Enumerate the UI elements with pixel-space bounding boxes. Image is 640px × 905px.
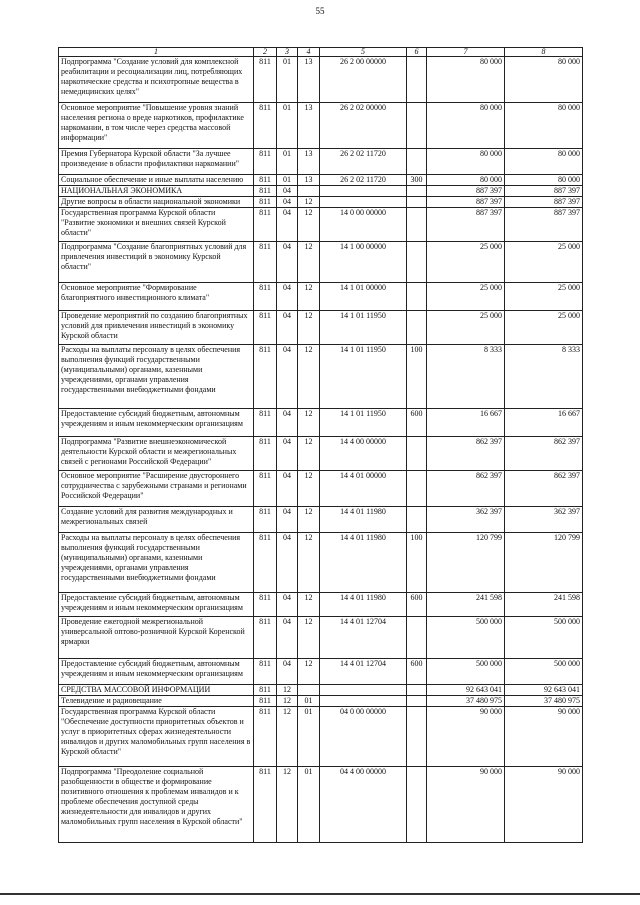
header-cell: 1 (59, 48, 254, 57)
table-row (59, 437, 583, 471)
row-name: Предоставление субсидий бюджетным, автономным учреждениям и иным некоммерческим организациям (59, 593, 254, 617)
row-expense-type (407, 471, 427, 507)
row-subsection-code: 12 (298, 197, 320, 208)
row-section-code: 04 (277, 617, 298, 659)
row-section-code: 04 (277, 345, 298, 409)
table-row (59, 103, 583, 149)
table-row (59, 659, 583, 685)
row-subsection-code: 01 (298, 767, 320, 843)
row-target-article: 14 1 01 11950 (320, 311, 407, 345)
row-section-code: 04 (277, 409, 298, 437)
table-row (59, 283, 583, 311)
row-name: Государственная программа Курской области "Развитие экономики и внешних связей Курской области" (59, 208, 254, 242)
row-ved-code: 811 (254, 471, 277, 507)
row-sum-year2: 8 333 (505, 345, 583, 409)
row-subsection-code (298, 685, 320, 696)
row-sum-year2: 80 000 (505, 175, 583, 186)
row-target-article (320, 197, 407, 208)
row-name: Основное мероприятие "Расширение двустороннего сотрудничества с зарубежными странами и регионами Российской Федерации" (59, 471, 254, 507)
row-expense-type (407, 242, 427, 283)
row-expense-type (407, 707, 427, 767)
row-ved-code: 811 (254, 696, 277, 707)
row-target-article: 04 0 00 00000 (320, 707, 407, 767)
row-ved-code: 811 (254, 507, 277, 533)
row-target-article: 14 4 01 00000 (320, 471, 407, 507)
row-ved-code: 811 (254, 593, 277, 617)
table-row (59, 149, 583, 175)
row-sum-year1: 8 333 (427, 345, 505, 409)
row-target-article: 14 4 00 00000 (320, 437, 407, 471)
row-sum-year2: 120 799 (505, 533, 583, 593)
row-subsection-code: 12 (298, 242, 320, 283)
row-name: Подпрограмма "Преодоление социальной разобщенности в обществе и формирование позитивного отношения к проблемам инвалидов и к проблеме обеспечения доступной среды жизнедеятельности для инвалидов и других маломобильных групп населения в Курской области" (59, 767, 254, 843)
row-name: Премия Губернатора Курской области "За лучшее произведение в области профилактики наркомании" (59, 149, 254, 175)
row-sum-year2: 90 000 (505, 767, 583, 843)
row-sum-year1: 362 397 (427, 507, 505, 533)
row-ved-code: 811 (254, 617, 277, 659)
row-expense-type (407, 208, 427, 242)
row-sum-year2: 362 397 (505, 507, 583, 533)
row-subsection-code: 13 (298, 175, 320, 186)
row-sum-year2: 887 397 (505, 197, 583, 208)
row-target-article: 14 0 00 00000 (320, 208, 407, 242)
table-row (59, 471, 583, 507)
row-sum-year2: 25 000 (505, 283, 583, 311)
row-name: Расходы на выплаты персоналу в целях обеспечения выполнения функций государственными (муниципальными) органами, казенными учреждениями, органами управления государственными внебюджетными фондами (59, 533, 254, 593)
row-section-code: 04 (277, 471, 298, 507)
row-expense-type (407, 283, 427, 311)
row-sum-year1: 887 397 (427, 197, 505, 208)
row-section-code: 04 (277, 283, 298, 311)
row-sum-year1: 25 000 (427, 311, 505, 345)
row-expense-type: 600 (407, 659, 427, 685)
row-sum-year2: 500 000 (505, 659, 583, 685)
row-subsection-code: 12 (298, 507, 320, 533)
table-row (59, 186, 583, 197)
row-sum-year1: 16 667 (427, 409, 505, 437)
table-row (59, 197, 583, 208)
header-cell: 4 (298, 48, 320, 57)
table-row (59, 311, 583, 345)
row-name: Подпрограмма "Развитие внешнеэкономической деятельности Курской области и межрегиональных связей с регионами Российской Федерации" (59, 437, 254, 471)
row-sum-year1: 120 799 (427, 533, 505, 593)
row-sum-year1: 80 000 (427, 57, 505, 103)
row-section-code: 12 (277, 685, 298, 696)
row-ved-code: 811 (254, 283, 277, 311)
table-row (59, 242, 583, 283)
row-expense-type (407, 57, 427, 103)
row-name: Расходы на выплаты персоналу в целях обеспечения выполнения функций государственными (муниципальными) органами, казенными учреждениями, органами управления государственными внебюджетными фондами (59, 345, 254, 409)
table-row (59, 696, 583, 707)
row-section-code: 04 (277, 437, 298, 471)
row-name: Предоставление субсидий бюджетным, автономным учреждениям и иным некоммерческим организациям (59, 409, 254, 437)
row-sum-year1: 90 000 (427, 767, 505, 843)
row-name: Телевидение и радиовещание (59, 696, 254, 707)
row-section-code: 01 (277, 57, 298, 103)
row-sum-year2: 862 397 (505, 437, 583, 471)
table-row (59, 507, 583, 533)
row-target-article: 14 4 01 11980 (320, 593, 407, 617)
header-cell: 3 (277, 48, 298, 57)
row-ved-code: 811 (254, 103, 277, 149)
row-name: Подпрограмма "Создание благоприятных условий для привлечения инвестиций в экономику Курской области" (59, 242, 254, 283)
table-row (59, 593, 583, 617)
header-cell: 7 (427, 48, 505, 57)
row-subsection-code: 12 (298, 311, 320, 345)
row-section-code: 04 (277, 507, 298, 533)
row-target-article (320, 186, 407, 197)
row-name: Другие вопросы в области национальной экономики (59, 197, 254, 208)
row-sum-year1: 90 000 (427, 707, 505, 767)
row-section-code: 04 (277, 208, 298, 242)
row-ved-code: 811 (254, 345, 277, 409)
row-name: СРЕДСТВА МАССОВОЙ ИНФОРМАЦИИ (59, 685, 254, 696)
row-section-code: 04 (277, 311, 298, 345)
row-expense-type (407, 767, 427, 843)
row-sum-year1: 887 397 (427, 208, 505, 242)
row-expense-type (407, 197, 427, 208)
row-sum-year2: 862 397 (505, 471, 583, 507)
header-cell: 2 (254, 48, 277, 57)
row-ved-code: 811 (254, 197, 277, 208)
row-ved-code: 811 (254, 57, 277, 103)
row-ved-code: 811 (254, 186, 277, 197)
row-sum-year1: 80 000 (427, 103, 505, 149)
row-ved-code: 811 (254, 175, 277, 186)
row-sum-year1: 862 397 (427, 471, 505, 507)
table-row (59, 409, 583, 437)
row-expense-type (407, 186, 427, 197)
header-row (59, 48, 583, 57)
row-target-article (320, 685, 407, 696)
row-section-code: 04 (277, 593, 298, 617)
row-expense-type: 300 (407, 175, 427, 186)
row-name: Основное мероприятие "Повышение уровня знаний населения региона о вреде наркотиков, профилактике наркомании, в том числе через средства массовой информации" (59, 103, 254, 149)
row-sum-year1: 80 000 (427, 149, 505, 175)
row-target-article: 26 2 02 11720 (320, 149, 407, 175)
row-sum-year2: 887 397 (505, 186, 583, 197)
row-sum-year1: 862 397 (427, 437, 505, 471)
row-subsection-code: 12 (298, 593, 320, 617)
table-row (59, 767, 583, 843)
row-section-code: 04 (277, 242, 298, 283)
table-row (59, 57, 583, 103)
row-sum-year2: 80 000 (505, 103, 583, 149)
row-expense-type: 100 (407, 533, 427, 593)
row-section-code: 01 (277, 103, 298, 149)
row-section-code: 01 (277, 175, 298, 186)
row-expense-type (407, 437, 427, 471)
row-target-article (320, 696, 407, 707)
row-name: Подпрограмма "Создание условий для комплексной реабилитации и ресоциализации лиц, потребляющих наркотические средства и психотропные вещества в немедицинских целях" (59, 57, 254, 103)
row-sum-year1: 500 000 (427, 659, 505, 685)
row-expense-type: 600 (407, 593, 427, 617)
row-subsection-code: 12 (298, 208, 320, 242)
table-row (59, 345, 583, 409)
row-sum-year1: 500 000 (427, 617, 505, 659)
row-sum-year1: 80 000 (427, 175, 505, 186)
row-target-article: 14 1 01 00000 (320, 283, 407, 311)
row-target-article: 14 4 01 11980 (320, 533, 407, 593)
row-section-code: 04 (277, 186, 298, 197)
row-section-code: 04 (277, 533, 298, 593)
row-section-code: 12 (277, 696, 298, 707)
row-subsection-code: 12 (298, 345, 320, 409)
row-expense-type (407, 149, 427, 175)
row-target-article: 14 4 01 12704 (320, 617, 407, 659)
row-sum-year1: 241 598 (427, 593, 505, 617)
row-section-code: 01 (277, 149, 298, 175)
row-name: Предоставление субсидий бюджетным, автономным учреждениям и иным некоммерческим организациям (59, 659, 254, 685)
row-ved-code: 811 (254, 149, 277, 175)
row-name: Государственная программа Курской области "Обеспечение доступности приоритетных объектов и услуг в приоритетных сферах жизнедеятельности инвалидов и других маломобильных групп населения в Курской области" (59, 707, 254, 767)
table-row (59, 175, 583, 186)
row-sum-year1: 25 000 (427, 242, 505, 283)
row-subsection-code (298, 186, 320, 197)
row-section-code: 12 (277, 767, 298, 843)
row-subsection-code: 13 (298, 57, 320, 103)
row-subsection-code: 01 (298, 707, 320, 767)
row-sum-year2: 80 000 (505, 57, 583, 103)
row-ved-code: 811 (254, 208, 277, 242)
row-section-code: 04 (277, 197, 298, 208)
row-name: Проведение мероприятий по созданию благоприятных условий для привлечения инвестиций в экономику Курской области (59, 311, 254, 345)
table-row (59, 685, 583, 696)
row-ved-code: 811 (254, 409, 277, 437)
row-target-article: 14 4 01 11980 (320, 507, 407, 533)
row-sum-year1: 37 480 975 (427, 696, 505, 707)
row-subsection-code: 12 (298, 617, 320, 659)
row-ved-code: 811 (254, 659, 277, 685)
row-subsection-code: 12 (298, 409, 320, 437)
table-row (59, 707, 583, 767)
row-ved-code: 811 (254, 437, 277, 471)
row-subsection-code: 13 (298, 149, 320, 175)
row-sum-year1: 887 397 (427, 186, 505, 197)
row-ved-code: 811 (254, 767, 277, 843)
row-target-article: 14 1 01 11950 (320, 409, 407, 437)
row-expense-type (407, 685, 427, 696)
row-section-code: 04 (277, 659, 298, 685)
budget-table (58, 47, 583, 843)
header-cell: 8 (505, 48, 583, 57)
row-ved-code: 811 (254, 311, 277, 345)
row-sum-year2: 500 000 (505, 617, 583, 659)
row-subsection-code: 12 (298, 659, 320, 685)
row-expense-type: 100 (407, 345, 427, 409)
row-sum-year2: 25 000 (505, 311, 583, 345)
row-subsection-code: 12 (298, 533, 320, 593)
row-ved-code: 811 (254, 533, 277, 593)
row-expense-type (407, 311, 427, 345)
row-target-article: 14 1 01 11950 (320, 345, 407, 409)
page-number: 55 (315, 6, 325, 16)
row-expense-type (407, 507, 427, 533)
row-ved-code: 811 (254, 707, 277, 767)
table-row (59, 617, 583, 659)
page-bottom-border (0, 893, 640, 895)
row-target-article: 26 2 02 11720 (320, 175, 407, 186)
row-sum-year2: 887 397 (505, 208, 583, 242)
row-subsection-code: 13 (298, 103, 320, 149)
row-name: Создание условий для развития международных и межрегиональных связей (59, 507, 254, 533)
row-subsection-code: 12 (298, 283, 320, 311)
row-sum-year2: 16 667 (505, 409, 583, 437)
row-sum-year1: 25 000 (427, 283, 505, 311)
row-subsection-code: 12 (298, 471, 320, 507)
table-row (59, 208, 583, 242)
row-subsection-code: 12 (298, 437, 320, 471)
row-sum-year2: 241 598 (505, 593, 583, 617)
row-sum-year1: 92 643 041 (427, 685, 505, 696)
row-expense-type (407, 617, 427, 659)
row-sum-year2: 80 000 (505, 149, 583, 175)
row-expense-type (407, 103, 427, 149)
header-cell: 5 (320, 48, 407, 57)
row-sum-year2: 92 643 041 (505, 685, 583, 696)
row-target-article: 14 4 01 12704 (320, 659, 407, 685)
row-sum-year2: 90 000 (505, 707, 583, 767)
row-target-article: 14 1 00 00000 (320, 242, 407, 283)
row-name: НАЦИОНАЛЬНАЯ ЭКОНОМИКА (59, 186, 254, 197)
row-section-code: 12 (277, 707, 298, 767)
row-name: Основное мероприятие "Формирование благоприятного инвестиционного климата" (59, 283, 254, 311)
row-target-article: 26 2 02 00000 (320, 103, 407, 149)
row-subsection-code: 01 (298, 696, 320, 707)
table-row (59, 533, 583, 593)
row-name: Социальное обеспечение и иные выплаты населению (59, 175, 254, 186)
row-expense-type (407, 696, 427, 707)
row-target-article: 04 4 00 00000 (320, 767, 407, 843)
row-sum-year2: 25 000 (505, 242, 583, 283)
row-target-article: 26 2 00 00000 (320, 57, 407, 103)
row-name: Проведение ежегодной межрегиональной универсальной оптово-розничной Курской Коренской ярмарки (59, 617, 254, 659)
row-ved-code: 811 (254, 685, 277, 696)
header-cell: 6 (407, 48, 427, 57)
row-expense-type: 600 (407, 409, 427, 437)
row-sum-year2: 37 480 975 (505, 696, 583, 707)
row-ved-code: 811 (254, 242, 277, 283)
